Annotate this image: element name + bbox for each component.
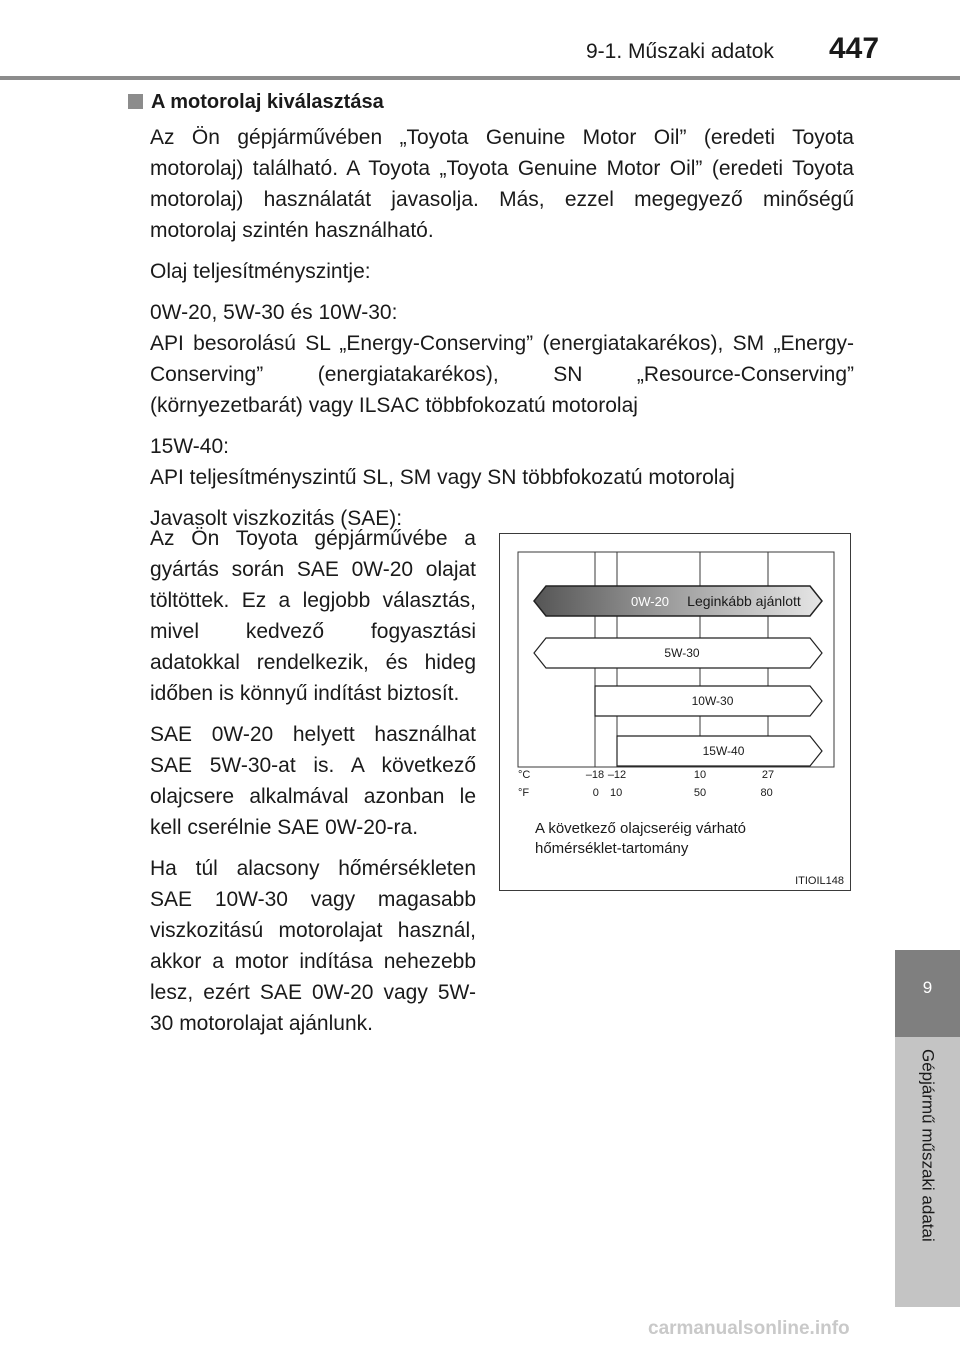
range-bar-label-15w-40: 15W-40: [702, 744, 745, 758]
footer-watermark: carmanualsonline.info: [648, 1318, 850, 1339]
paragraph-factory-oil: Az Ön Toyota gépjárművébe a gyártás során SAE 0W-20 olajat töltöttek. Ez a legjobb választás, mivel kedvező fogyasztási adatokkal rendelkezik, és hideg időben is könnyű indítást biztosít.: [150, 527, 476, 705]
paragraph-cold-start: Ha túl alacsony hőmérsékleten SAE 10W-30 vagy magasabb viszkozitású motorolajat használ, akkor a motor indítása nehezebb lesz, ezért SAE 0W-20 vagy 5W-30 motorolajat ajánlunk.: [150, 857, 476, 1035]
header-section-title: 9-1. Műszaki adatok: [586, 40, 774, 63]
range-bar-label-10w-30: 10W-30: [691, 694, 734, 708]
paragraph-oil-level-title: Olaj teljesítményszintje:: [150, 260, 371, 283]
page-number: 447: [829, 32, 880, 65]
viscosity-chart: [499, 533, 851, 891]
paragraph-grades-1: [150, 297, 854, 421]
chapter-tab-title-text: Gépjármű műszaki adatai: [918, 1049, 938, 1242]
tick-label-fahrenheit-1: 10: [610, 787, 623, 799]
paragraph-intro: Az Ön gépjárművében „Toyota Genuine Motor Oil” (eredeti Toyota motorolaj) található. A Toyota „Toyota Genuine Motor Oil” (eredeti Toyota motorolaj) használatát javasolja. Más, ezzel megegyező minőségű motorolaj szintén használható.: [150, 126, 854, 242]
grades-1-spec: API besorolású SL „Energy-Conserving” (energiatakarékos), SM „Energy-Conserving” (energiatakarékos), SN „Resource-Conserving” (környezetbarát) vagy ILSAC többfokozatú motorolaj: [150, 332, 854, 417]
chapter-tab-number[interactable]: 9: [895, 950, 960, 1037]
recommended-label: Leginkább ajánlott: [687, 593, 801, 609]
axis-celsius-unit: °C: [518, 769, 531, 781]
range-bar-label-0w-20: 0W-20: [630, 594, 670, 609]
grades-2-label: 15W-40:: [150, 435, 229, 458]
grades-2-spec: API teljesítményszintű SL, SM vagy SN többfokozatú motorolaj: [150, 466, 735, 489]
section-heading: [128, 91, 384, 114]
paragraph-viscosity-title: Javasolt viszkozitás (SAE):: [150, 507, 403, 530]
tick-label-fahrenheit-3: 80: [760, 787, 773, 799]
tick-label-celsius-3: 27: [761, 769, 775, 781]
tick-label-celsius-1: –12: [607, 769, 627, 781]
tick-label-fahrenheit-0: 0: [592, 787, 599, 799]
range-bar-label-5w-30: 5W-30: [664, 646, 700, 660]
grades-1-label: 0W-20, 5W-30 és 10W-30:: [150, 301, 398, 324]
header-rule: [0, 76, 960, 80]
paragraph-grades-2: [150, 431, 854, 493]
body-text-narrow: [150, 523, 476, 1049]
chart-xlabel: A következő olajcseréig várható hőmérséklet-tartomány: [535, 820, 746, 857]
tick-label-celsius-0: –18: [585, 769, 605, 781]
tick-label-fahrenheit-2: 50: [693, 787, 707, 799]
chapter-tab-title[interactable]: [895, 1037, 960, 1307]
tick-label-celsius-2: 10: [693, 769, 707, 781]
figure-code: ITIOIL148: [795, 875, 844, 887]
square-bullet-icon: [128, 94, 143, 109]
axis-fahrenheit-unit: °F: [518, 787, 530, 799]
body-text-wide: [150, 122, 854, 544]
section-heading-text: A motorolaj kiválasztása: [151, 91, 384, 113]
paragraph-alternative-oil: SAE 0W-20 helyett használhat SAE 5W-30-at is. A következő olajcsere alkalmával azonban le kell cserélnie SAE 0W-20-ra.: [150, 723, 476, 839]
